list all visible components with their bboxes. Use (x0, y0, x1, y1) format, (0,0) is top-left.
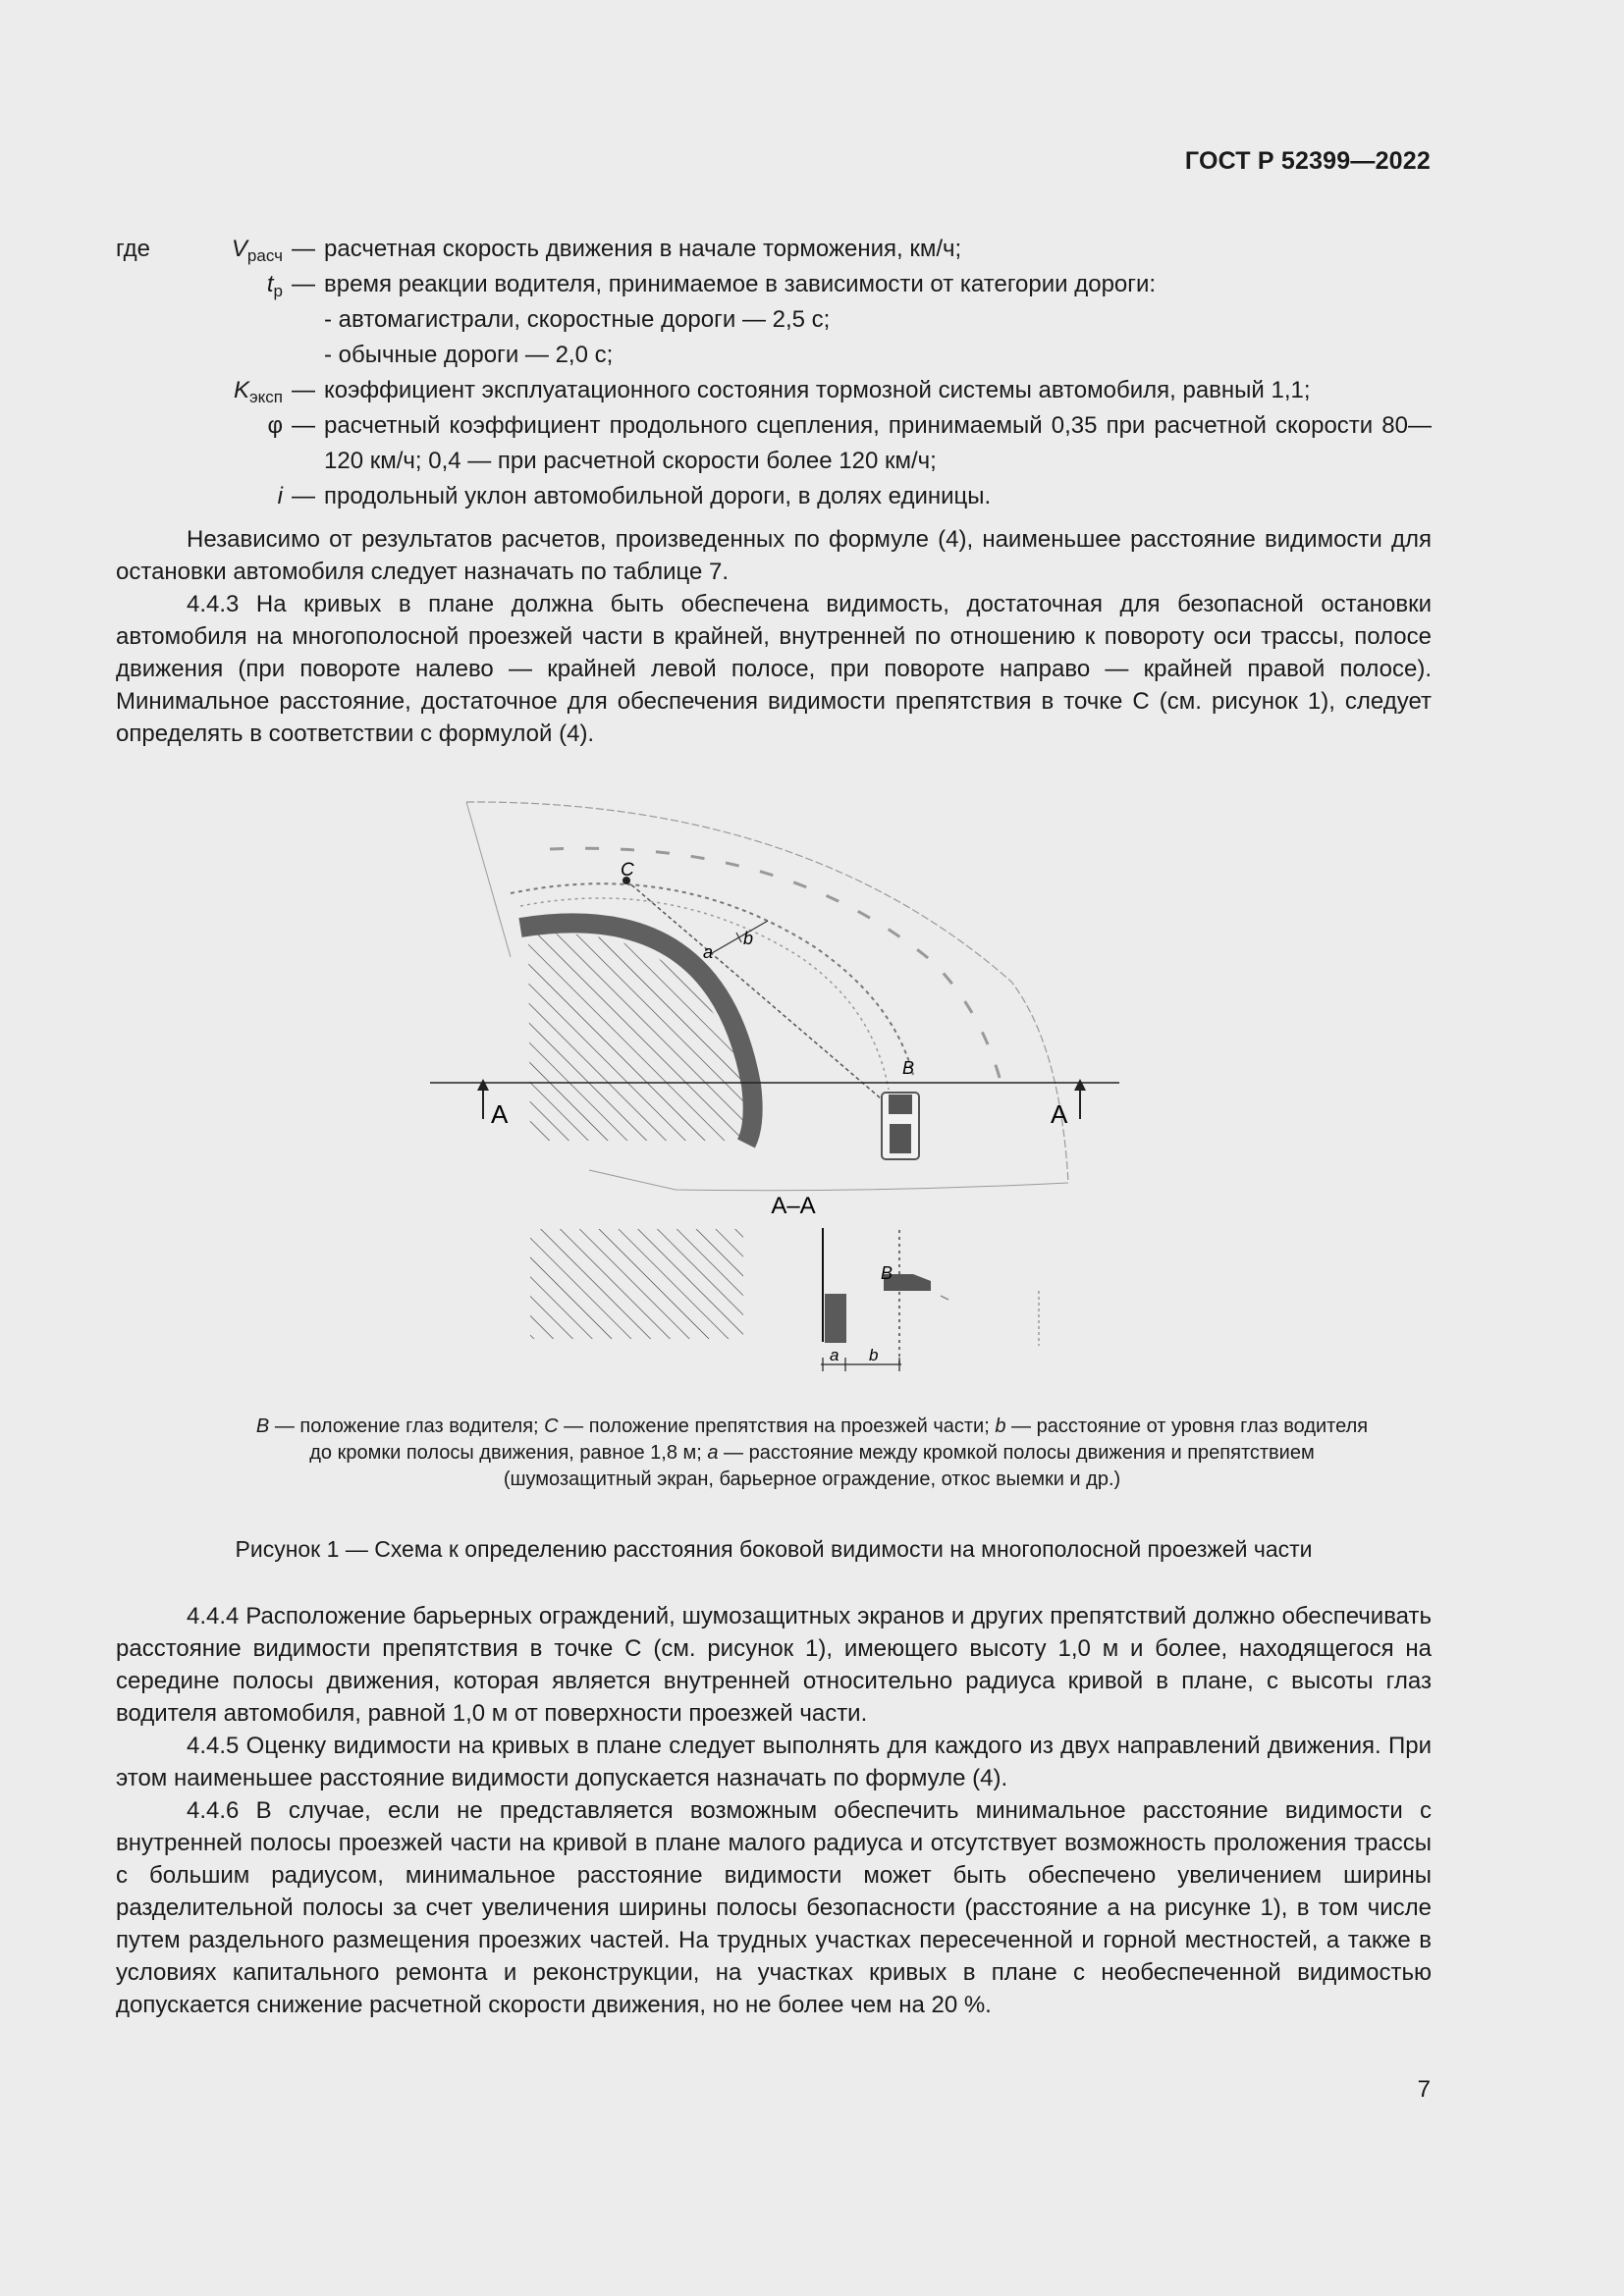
dash: — (292, 271, 315, 297)
figure-1-diagram (412, 790, 1139, 1379)
hatched-inner-area (528, 934, 747, 1141)
paragraph: 4.4.4 Расположение барьерных ограждений, шумозащитных экранов и других препятствий должно обеспечивать расстояние видимости препятствия в точке C (см. рисунок 1), имеющего высоту 1,0 м и более, находящегося на середине полосы движения, которая является внутренней относительно радиуса кривой в плане, с высоты глаз водителя автомобиля, равной 1,0 м от поверхности проезжей части. (116, 1603, 1432, 1727)
document-code: ГОСТ Р 52399—2022 (1184, 147, 1431, 175)
sublist-item: - обычные дороги — 2,0 с; (324, 342, 614, 368)
section-view (530, 1193, 1039, 1371)
section-marker (941, 1296, 948, 1300)
page-number: 7 (1417, 2076, 1431, 2103)
label-section-right: A (1051, 1099, 1068, 1129)
definition-text: время реакции водителя, принимаемое в зависимости от категории дороги: (324, 271, 1157, 297)
arrow-up-icon (1074, 1079, 1086, 1091)
plan-view (430, 802, 1119, 1191)
symbol: φ (267, 412, 283, 439)
dash: — (292, 236, 315, 262)
note-text: — расстояние между кромкой полосы движения и препятствием (шумозащитный экран, барьерное ограждение, откос выемки и др.) (503, 1442, 1315, 1490)
label-b-driver: B (902, 1058, 915, 1078)
section-title: А–А (771, 1193, 816, 1219)
symbol-subscript: эксп (248, 388, 283, 406)
dimension-tick (736, 933, 741, 942)
definition-text: расчетный коэффициент продольного сцепления, принимаемый 0,35 при расчетной скорости 80—120 км/ч; 0,4 — при расчетной скорости более 120 км/ч; (324, 412, 1432, 474)
note-text: — положение глаз водителя; (269, 1415, 545, 1437)
note-text: — расстояние от уровня глаз водителя до кромки полосы движения, равное 1,8 м; (309, 1415, 1369, 1464)
definition-item (116, 232, 1432, 267)
paragraph: Независимо от результатов расчетов, произведенных по формуле (4), наименьшее расстояние видимости для остановки автомобиля следует назначать по таблице 7. (116, 526, 1432, 585)
definitions-lead: где (116, 236, 151, 262)
definition-item (116, 267, 1432, 302)
section-barrier (825, 1294, 846, 1343)
dash: — (292, 377, 315, 403)
dash: — (292, 483, 315, 509)
label-c: C (621, 860, 634, 881)
figure-notes (255, 1414, 1369, 1493)
definition-text: коэффициент эксплуатационного состояния тормозной системы автомобиля, равный 1,1; (324, 377, 1311, 403)
label-section-left: A (491, 1099, 509, 1129)
definition-text: расчетная скорость движения в начале торможения, км/ч; (324, 236, 962, 262)
definition-item (116, 373, 1432, 408)
section-label-a: a (830, 1346, 839, 1364)
symbol: V (231, 236, 247, 262)
symbol-subscript: расч (246, 246, 283, 265)
paragraph: 4.4.3 На кривых в плане должна быть обеспечена видимость, достаточная для безопасной остановки автомобиля на многополосной проезжей части в крайней, внутренней по отношению к повороту оси трассы, полосе движения (при повороте налево — крайней левой полосе, при повороте направо — крайней правой полосе). Минимальное расстояние, достаточное для обеспечения видимости препятствия в точке C (см. рисунок 1), следует определять в соответствии с формулой (4). (116, 591, 1432, 747)
note-symbol: b (995, 1415, 1006, 1437)
vehicle-windshield (889, 1095, 912, 1114)
definition-text: продольный уклон автомобильной дороги, в долях единицы. (324, 483, 992, 509)
label-a: a (703, 942, 714, 962)
dash: — (292, 412, 315, 439)
paragraph: 4.4.5 Оценку видимости на кривых в плане следует выполнять для каждого из двух направлений движения. При этом наименьшее расстояние видимости допускается назначать по формуле (4). (116, 1733, 1432, 1791)
symbol: K (233, 377, 249, 403)
road-bottom-edge (589, 1170, 1068, 1191)
vehicle-body (890, 1124, 911, 1153)
body-text-bottom (116, 1600, 1432, 2021)
sublist-item: - автомагистрали, скоростные дороги — 2,5 с; (324, 306, 831, 333)
note-symbol: B (255, 1415, 270, 1437)
definition-item (116, 408, 1432, 479)
note-symbol: a (707, 1442, 719, 1464)
section-hatched-area (530, 1229, 743, 1339)
arrow-up-icon (477, 1079, 489, 1091)
body-text-top (116, 523, 1432, 750)
dimension-ab (712, 921, 768, 953)
section-label-b: b (869, 1346, 879, 1364)
figure-title: Рисунок 1 — Схема к определению расстояния боковой видимости на многополосной проезжей части (235, 1536, 1313, 1562)
label-b: b (743, 929, 754, 948)
definitions-list (116, 232, 1432, 514)
note-symbol: C (544, 1415, 559, 1437)
definition-item (116, 479, 1432, 514)
paragraph: 4.4.6 В случае, если не представляется возможным обеспечить минимальное расстояние видимости с внутренней полосы проезжей части на кривой в плане малого радиуса и отсутствует возможность проложения трассы с большим радиусом, минимальное расстояние видимости может быть обеспечено увеличением ширины разделительной полосы за счет увеличения ширины полосы безопасности (расстояние a на рисунке 1), в том числе путем раздельного размещения проезжих частей. На трудных участках пересеченной и горной местностей, а также в условиях капитального ремонта и реконструкции, на участках кривых в плане с необеспеченной видимостью допускается снижение расчетной скорости движения, но не более чем на 20 %. (116, 1797, 1432, 2018)
symbol: i (277, 483, 283, 509)
symbol-subscript: р (273, 282, 283, 300)
symbol: t (266, 271, 274, 297)
road-top-edge (466, 802, 511, 957)
section-label-b-driver: B (881, 1263, 893, 1283)
note-text: — положение препятствия на проезжей части; (558, 1415, 996, 1437)
